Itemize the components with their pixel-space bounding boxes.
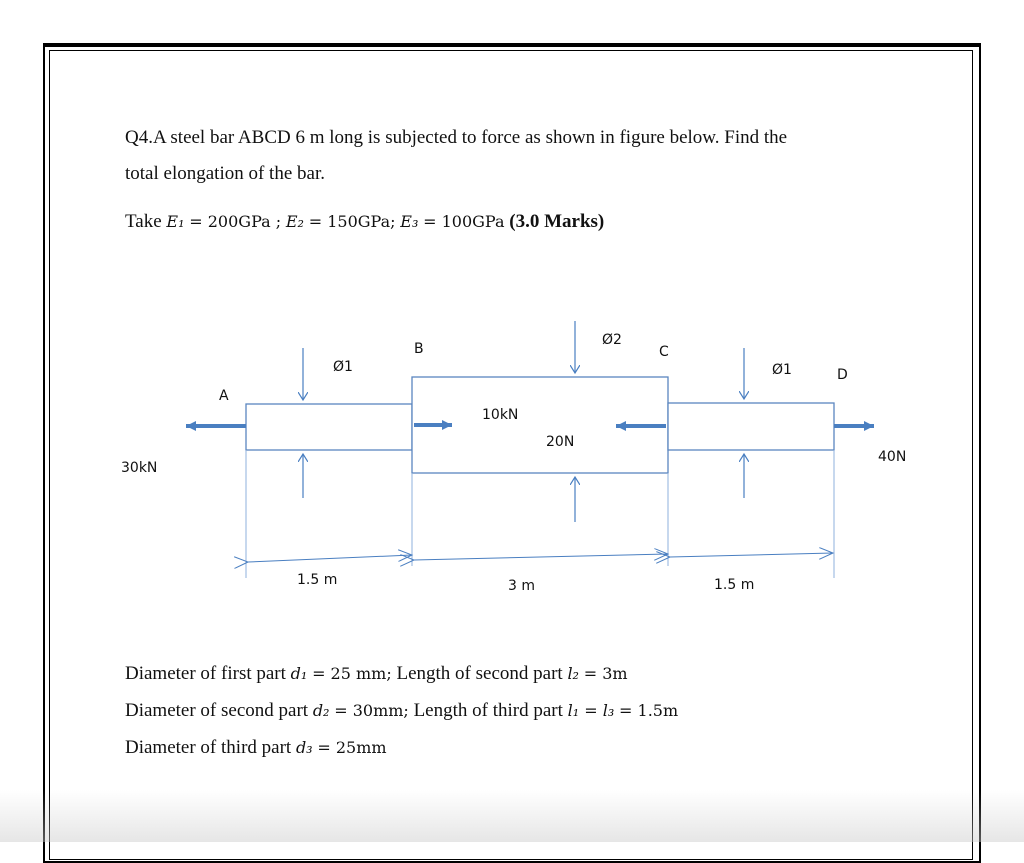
e1-symbol: E₁ — [166, 212, 185, 231]
force-label-b: 10kN — [482, 407, 519, 423]
bar-segment-cd — [668, 403, 834, 450]
point-a-label: A — [219, 388, 229, 404]
e1-value: = 200GPa ; — [189, 212, 282, 231]
question-line-2: total elongation of the bar. — [125, 163, 325, 184]
diameter-label-third: Ø1 — [772, 362, 792, 378]
force-label-c: 20N — [546, 434, 575, 450]
given-line-1 — [125, 663, 628, 685]
given-l2-value: = 3m — [583, 664, 628, 683]
given-d1-value: = 25 mm; — [312, 664, 392, 683]
given-l1-l3-value: = 1.5m — [619, 701, 679, 720]
length-label-cd: 1.5 m — [714, 577, 755, 593]
diameter-label-second: Ø2 — [602, 332, 622, 348]
given-l2-symbol: l₂ — [567, 664, 579, 683]
dimension-line-bc — [414, 554, 668, 560]
e2-value: = 150GPa; — [308, 212, 396, 231]
point-c-label: C — [659, 344, 669, 360]
given-l1-l3-symbol: l₁ = l₃ — [567, 701, 615, 720]
given-d3-value: = 25mm — [317, 738, 387, 757]
bar-segment-ab — [246, 404, 412, 450]
given-d1-symbol: d₁ — [290, 664, 308, 683]
dimension-line-ab — [248, 555, 412, 562]
e3-value: = 100GPa — [423, 212, 505, 231]
force-label-left: 30kN — [121, 460, 158, 476]
question-line-1: Q4.A steel bar ABCD 6 m long is subjected to force as shown in figure below. Find the — [125, 127, 788, 148]
given-d2-label: Diameter of second part — [125, 700, 309, 721]
point-b-label: B — [414, 341, 424, 357]
given-d2-value: = 30mm; — [334, 701, 409, 720]
given-d1-label: Diameter of first part — [125, 663, 286, 684]
page-bottom-shade — [0, 790, 1024, 842]
given-l1-l3-label: Length of third part — [413, 700, 563, 721]
given-d2-symbol: d₂ — [312, 701, 330, 720]
given-line-3 — [125, 737, 387, 759]
given-line-2 — [125, 700, 678, 722]
length-label-ab: 1.5 m — [297, 572, 338, 588]
diameter-label-first: Ø1 — [333, 359, 353, 375]
marks-label: (3.0 Marks) — [509, 211, 605, 232]
given-d3-symbol: d₃ — [295, 738, 313, 757]
e2-symbol: E₂ — [285, 212, 304, 231]
take-label: Take — [125, 211, 162, 232]
given-d3-label: Diameter of third part — [125, 737, 292, 758]
length-label-bc: 3 m — [508, 578, 535, 594]
force-label-right: 40N — [878, 449, 907, 465]
dimension-line-cd — [670, 553, 833, 557]
given-l2-label: Length of second part — [396, 663, 563, 684]
point-d-label: D — [837, 367, 848, 383]
e3-symbol: E₃ — [400, 212, 419, 231]
